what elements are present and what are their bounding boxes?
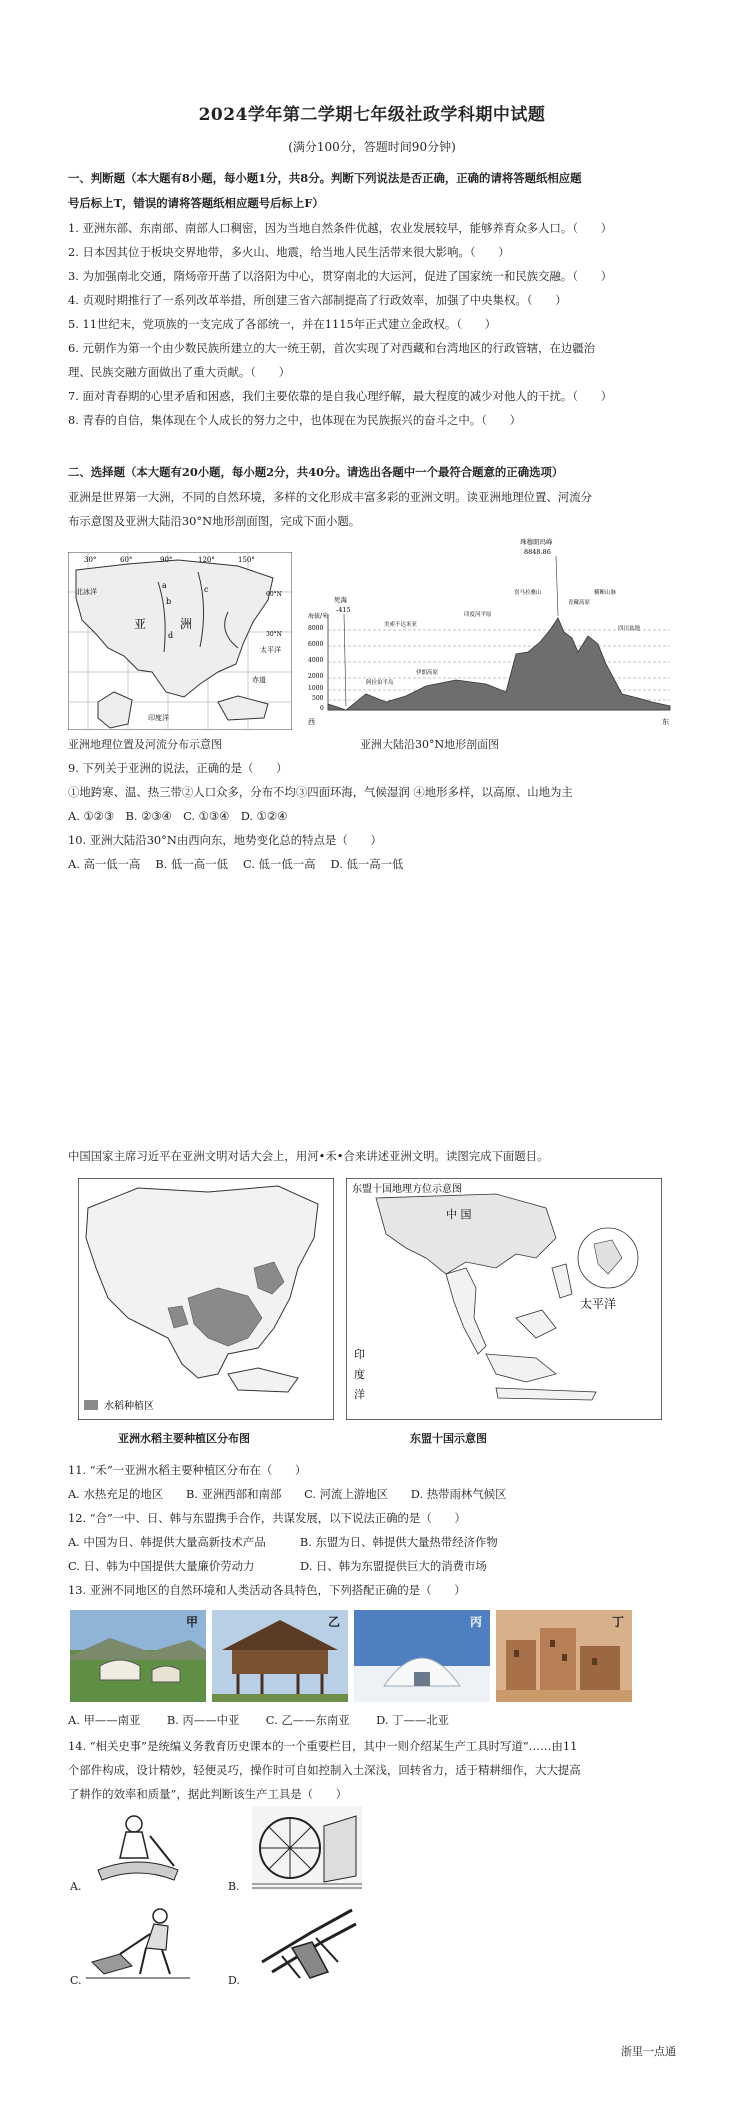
profile-y4: 2000 bbox=[308, 673, 324, 680]
map1-lon30: 30° bbox=[84, 556, 97, 564]
q10-options: A. 高一低一高 B. 低一高一低 C. 低一低一高 D. 低一高一低 bbox=[68, 857, 404, 871]
q5: 5. 11世纪末，党项族的一支完成了各部统一，并在1115年正式建立金政权。（ ） bbox=[68, 317, 497, 331]
q4: 4. 贞观时期推行了一系列改革举措，所创建三省六部制提高了行政效率，加强了中央集权。（ ） bbox=[68, 293, 567, 307]
q12: 12. “合”一中、日、韩与东盟携手合作，共谋发展，以下说法正确的是（ ） bbox=[68, 1511, 466, 1525]
map1-pacific: 太平洋 bbox=[260, 646, 281, 654]
profile-y6: 500 bbox=[312, 695, 324, 702]
q9: 9. 下列关于亚洲的说法，正确的是（ ） bbox=[68, 761, 288, 775]
map1-indian: 印度洋 bbox=[148, 714, 169, 722]
profile-label-1: 美索不达米亚 bbox=[384, 622, 418, 628]
q3: 3. 为加强南北交通，隋炀帝开凿了以洛阳为中心，贯穿南北的大运河，促进了国家统一和民族交融。（ ） bbox=[68, 269, 613, 283]
map3-china: 中 国 bbox=[446, 1208, 472, 1221]
q9-options: A. ①②③ B. ②③④ C. ①③④ D. ①②④ bbox=[68, 809, 288, 823]
profile-west: 西 bbox=[308, 718, 315, 726]
profile-label-3: 喜马拉雅山 bbox=[514, 590, 542, 596]
profile-everest: 珠穆朗玛峰 bbox=[520, 538, 553, 546]
profile-label-6: 四川盆地 bbox=[618, 626, 641, 632]
map3-indian-3: 洋 bbox=[354, 1388, 365, 1401]
q6-line2: 理、民族交融方面做出了重大贡献。（ ） bbox=[68, 365, 291, 379]
map3-indian-2: 度 bbox=[354, 1368, 365, 1381]
photo-label-yi: 乙 bbox=[328, 1615, 341, 1629]
section2-intro2: 中国国家主席习近平在亚洲文明对话大会上，用河•禾•合来讲述亚洲文明。读图完成下面题目。 bbox=[68, 1149, 549, 1163]
rice-area-map bbox=[78, 1178, 334, 1420]
map1-point-a: a bbox=[162, 581, 167, 590]
profile-dead-sea-depth: -415 bbox=[336, 606, 351, 614]
q1: 1. 亚洲东部、东南部、南部人口稠密，因为当地自然条件优越，农业发展较早，能够养育众多人口。（ ） bbox=[68, 221, 613, 235]
map3-caption: 东盟十国示意图 bbox=[410, 1432, 487, 1445]
q11-options: A. 水热充足的地区 B. 亚洲西部和南部 C. 河流上游地区 D. 热带雨林气候区 bbox=[68, 1487, 507, 1501]
photo-label-ding: 丁 bbox=[612, 1615, 625, 1629]
photo-label-bing: 丙 bbox=[470, 1615, 483, 1629]
section2-heading: 二、选择题（本大题有20小题，每小题2分，共40分。请选出各题中一个最符合题意的正确选项） bbox=[68, 465, 564, 479]
section2-intro-line1: 亚洲是世界第一大洲，不同的自然环境，多样的文化形成丰富多彩的亚洲文明。读亚洲地理位置、河流分 bbox=[68, 490, 592, 504]
map1-lon60: 60° bbox=[120, 556, 133, 564]
tool-b-label: B. bbox=[228, 1880, 240, 1893]
map1-point-b: b bbox=[166, 597, 172, 606]
profile-label-4: 青藏高原 bbox=[568, 600, 591, 606]
map1-lon120: 120° bbox=[198, 556, 215, 564]
tool-a-image bbox=[90, 1810, 186, 1888]
profile-everest-height: 8848.86 bbox=[524, 548, 551, 556]
map1-continent: 洲 bbox=[180, 617, 193, 631]
map2-caption: 亚洲水稻主要种植区分布图 bbox=[118, 1432, 250, 1445]
section2-intro-line2: 布示意图及亚洲大陆沿30°N地形剖面图，完成下面小题。 bbox=[68, 514, 361, 528]
tool-c-image bbox=[86, 1904, 190, 1984]
map1-arctic: 北冰洋 bbox=[76, 588, 97, 596]
q2: 2. 日本因其位于板块交界地带，多火山、地震，给当地人民生活带来很大影响。（ ） bbox=[68, 245, 510, 259]
map1-caption: 亚洲地理位置及河流分布示意图 bbox=[68, 738, 222, 751]
tool-d-image bbox=[252, 1902, 364, 1988]
photo-label-jia: 甲 bbox=[186, 1615, 199, 1629]
map1-point-d: d bbox=[168, 631, 174, 640]
photo-jia-yurt bbox=[70, 1610, 206, 1702]
tool-b-image bbox=[252, 1806, 362, 1890]
profile-caption: 亚洲大陆沿30°N地形剖面图 bbox=[360, 738, 500, 751]
profile-label-5: 横断山脉 bbox=[594, 590, 617, 596]
map1-lon150: 150° bbox=[238, 556, 255, 564]
profile-y1: 8000 bbox=[308, 625, 324, 632]
profile-dead-sea: 死海 bbox=[334, 596, 347, 604]
profile-label-8: 伊朗高原 bbox=[416, 670, 439, 676]
q8: 8. 青春的自信，集体现在个人成长的努力之中，也体现在为民族振兴的奋斗之中。（ ） bbox=[68, 413, 522, 427]
q9-statements: ①地跨寒、温、热三带②人口众多，分布不均③四面环海，气候湿润 ④地形多样，以高原、山地为主 bbox=[68, 785, 573, 799]
map2-legend: 水稻种植区 bbox=[104, 1401, 154, 1412]
map3-pacific: 太平洋 bbox=[580, 1297, 617, 1311]
profile-y-unit: 海拔/米 bbox=[308, 613, 329, 620]
profile-y5: 1000 bbox=[308, 685, 324, 692]
photo-bing-igloo bbox=[354, 1610, 490, 1702]
q13: 13. 亚洲不同地区的自然环境和人类活动各具特色，下列搭配正确的是（ ） bbox=[68, 1583, 466, 1597]
tool-c-label: C. bbox=[70, 1974, 82, 1987]
q11: 11. “禾”一亚洲水稻主要种植区分布在（ ） bbox=[68, 1463, 307, 1477]
map1-lon90: 90° bbox=[160, 556, 173, 564]
q12-options-cd: C. 日、韩为中国提供大量廉价劳动力 D. 日、韩为东盟提供巨大的消费市场 bbox=[68, 1559, 487, 1573]
q6-line1: 6. 元朝作为第一个由少数民族所建立的大一统王朝，首次实现了对西藏和台湾地区的行政管辖，在边疆治 bbox=[68, 341, 596, 355]
q14-line3: 了耕作的效率和质量”，据此判断该生产工具是（ ） bbox=[68, 1787, 348, 1801]
map3-title: 东盟十国地理方位示意图 bbox=[352, 1184, 462, 1195]
photo-ding-mud-city bbox=[496, 1610, 632, 1702]
page-subtitle: (满分100分，答题时间90分钟) bbox=[288, 140, 456, 154]
asia-location-map bbox=[68, 552, 292, 730]
map1-point-c: c bbox=[204, 585, 209, 594]
q14-line1: 14. “相关史事”是统编义务教育历史课本的一个重要栏目，其中一则介绍某生产工具时写道“……由11 bbox=[68, 1739, 578, 1753]
map1-lat30: 30°N bbox=[266, 631, 282, 638]
q12-options-ab: A. 中国为日、韩提供大量高新技术产品 B. 东盟为日、韩提供大量热带经济作物 bbox=[68, 1535, 498, 1549]
section1-heading-line1: 一、判断题（本大题有8小题，每小题1分，共8分。判断下列说法是否正确，正确的请将答题纸相应题 bbox=[68, 171, 582, 185]
profile-label-7: 阿拉伯半岛 bbox=[366, 680, 394, 686]
map3-indian-1: 印 bbox=[354, 1348, 365, 1361]
q7: 7. 面对青春期的心里矛盾和困惑，我们主要依靠的是自我心理纾解，最大程度的减少对他人的干扰。（ ） bbox=[68, 389, 613, 403]
tool-a-label: A. bbox=[70, 1880, 82, 1893]
asia-30n-profile bbox=[306, 534, 676, 734]
tool-d-label: D. bbox=[228, 1974, 240, 1987]
profile-east: 东 bbox=[662, 718, 669, 726]
q10: 10. 亚洲大陆沿30°N由西向东，地势变化总的特点是（ ） bbox=[68, 833, 382, 847]
q14-line2: 个部件构成，设计精妙，轻便灵巧，操作时可自如控制入土深浅，回转省力，适于精耕细作，大大提高 bbox=[68, 1763, 581, 1777]
profile-y2: 6000 bbox=[308, 641, 324, 648]
profile-label-2: 印度河平原 bbox=[464, 612, 492, 618]
asean-map bbox=[346, 1178, 662, 1420]
map1-equator: 赤道 bbox=[252, 676, 266, 684]
section1-heading-line2: 号后标上T，错误的请将答题纸相应题号后标上F） bbox=[68, 196, 324, 210]
map1-asia: 亚 bbox=[134, 617, 147, 631]
photo-yi-stilt-house bbox=[212, 1610, 348, 1702]
profile-y3: 4000 bbox=[308, 657, 324, 664]
profile-y7: 0 bbox=[320, 705, 324, 712]
page-title: 2024学年第二学期七年级社政学科期中试题 bbox=[198, 105, 546, 125]
footer-watermark: 浙里一点通 bbox=[621, 2045, 676, 2058]
map1-lat60: 60°N bbox=[266, 591, 282, 598]
q13-options: A. 甲——南亚 B. 丙——中亚 C. 乙——东南亚 D. 丁——北亚 bbox=[68, 1713, 450, 1727]
